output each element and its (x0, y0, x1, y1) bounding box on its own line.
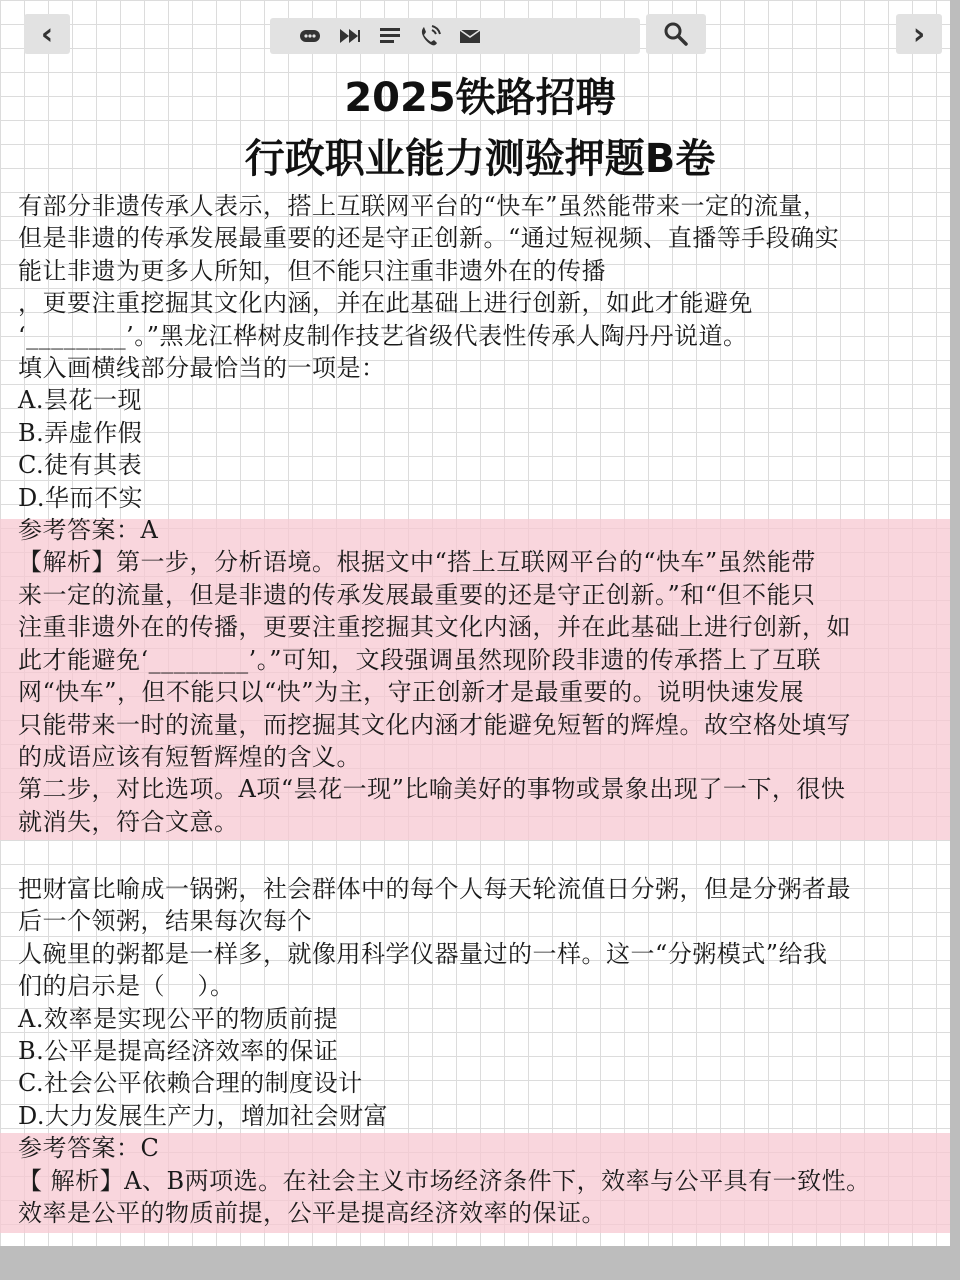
question-text-line: 能让非遗为更多人所知，但不能只注重非遗外在的传播 (18, 256, 606, 285)
chevron-left-icon: ‹ (40, 16, 54, 52)
question-prompt: 填入画横线部分最恰当的一项是： (18, 354, 386, 383)
phone-icon[interactable] (418, 24, 442, 48)
page-title-line2: 行政职业能力测验押题B卷 (244, 136, 716, 182)
analysis-line: 只能带来一时的流量，而挖掘其文化内涵才能避免短暂的辉煌。故空格处填写 (18, 710, 851, 739)
option-a: A.昙花一现 (18, 386, 142, 415)
right-frame-border (950, 0, 960, 1280)
option-c: C.徒有其表 (18, 451, 143, 480)
top-bar (0, 0, 960, 62)
analysis-line: 的成语应该有短暂辉煌的含义。 (18, 742, 361, 771)
analysis-line: 此才能避免‘________’。”可知，文段强调虽然现阶段非遗的传承搭上了互联 (18, 645, 822, 674)
analysis-line: 【解析】第一步，分析语境。根据文中“搭上互联网平台的“快车”虽然能带 (18, 548, 816, 577)
question-text-line: 但是非遗的传承发展最重要的还是守正创新。“通过短视频、直播等手段确实 (18, 224, 840, 253)
option-b: B.公平是提高经济效率的保证 (18, 1037, 339, 1066)
question-text-line: 有部分非遗传承人表示，搭上互联网平台的“快车”虽然能带来一定的流量， (18, 192, 828, 220)
bottom-frame-border (0, 1246, 960, 1280)
analysis-line: 效率是公平的物质前提，公平是提高经济效率的保证。 (18, 1199, 606, 1228)
option-d: D.大力发展生产力，增加社会财富 (18, 1101, 389, 1130)
mail-icon[interactable] (458, 24, 482, 48)
page-title-line1: 2025铁路招聘 (344, 75, 616, 121)
analysis-line: 网“快车”，但不能只以“快”为主，守正创新才是最重要的。说明快速发展 (18, 678, 805, 707)
question-2 (18, 873, 946, 1229)
message-list-icon[interactable] (378, 24, 402, 48)
analysis-line: 注重非遗外在的传播，更要注重挖掘其文化内涵，并在此基础上进行创新，如 (18, 613, 851, 642)
forward-button[interactable] (896, 14, 942, 54)
search-icon (663, 21, 689, 47)
option-a: A.效率是实现公平的物质前提 (18, 1004, 338, 1033)
chat-icon[interactable] (298, 24, 322, 48)
question-text-line: 们的启示是（ ）。 (18, 972, 235, 1001)
question-text-line: 后一个领粥，结果每次每个 (18, 907, 312, 936)
question-text-line: ‘________’。”黑龙江桦树皮制作技艺省级代表性传承人陶丹丹说道。 (18, 321, 748, 350)
option-b: B.弄虚作假 (18, 418, 143, 447)
question-text-line: 人碗里的粥都是一样多，就像用科学仪器量过的一样。这一“分粥模式”给我 (18, 939, 828, 968)
chevron-right-icon: › (912, 16, 926, 52)
question-text-line: ，更要注重挖掘其文化内涵，并在此基础上进行创新，如此才能避免 (18, 289, 753, 318)
fast-forward-icon[interactable] (338, 24, 362, 48)
reference-answer: 参考答案：A (18, 516, 159, 545)
analysis-line: 就消失，符合文意。 (18, 807, 239, 836)
question-text-line: 把财富比喻成一锅粥，社会群体中的每个人每天轮流值日分粥，但是分粥者最 (18, 875, 851, 903)
toolbar (270, 18, 640, 54)
analysis-line: 【 解析】A、B两项选。在社会主义市场经济条件下，效率与公平具有一致性。 (18, 1166, 871, 1195)
analysis-line: 第二步，对比选项。A项“昙花一现”比喻美好的事物或景象出现了一下，很快 (18, 775, 846, 804)
reference-answer: 参考答案：C (18, 1134, 160, 1163)
question-1 (18, 190, 946, 838)
back-button[interactable] (24, 14, 70, 54)
analysis-line: 来一定的流量，但是非遗的传承发展最重要的还是守正创新。”和“但不能只 (18, 580, 816, 609)
search-button[interactable] (646, 14, 706, 54)
option-d: D.华而不实 (18, 483, 144, 512)
option-c: C.社会公平依赖合理的制度设计 (18, 1069, 363, 1098)
